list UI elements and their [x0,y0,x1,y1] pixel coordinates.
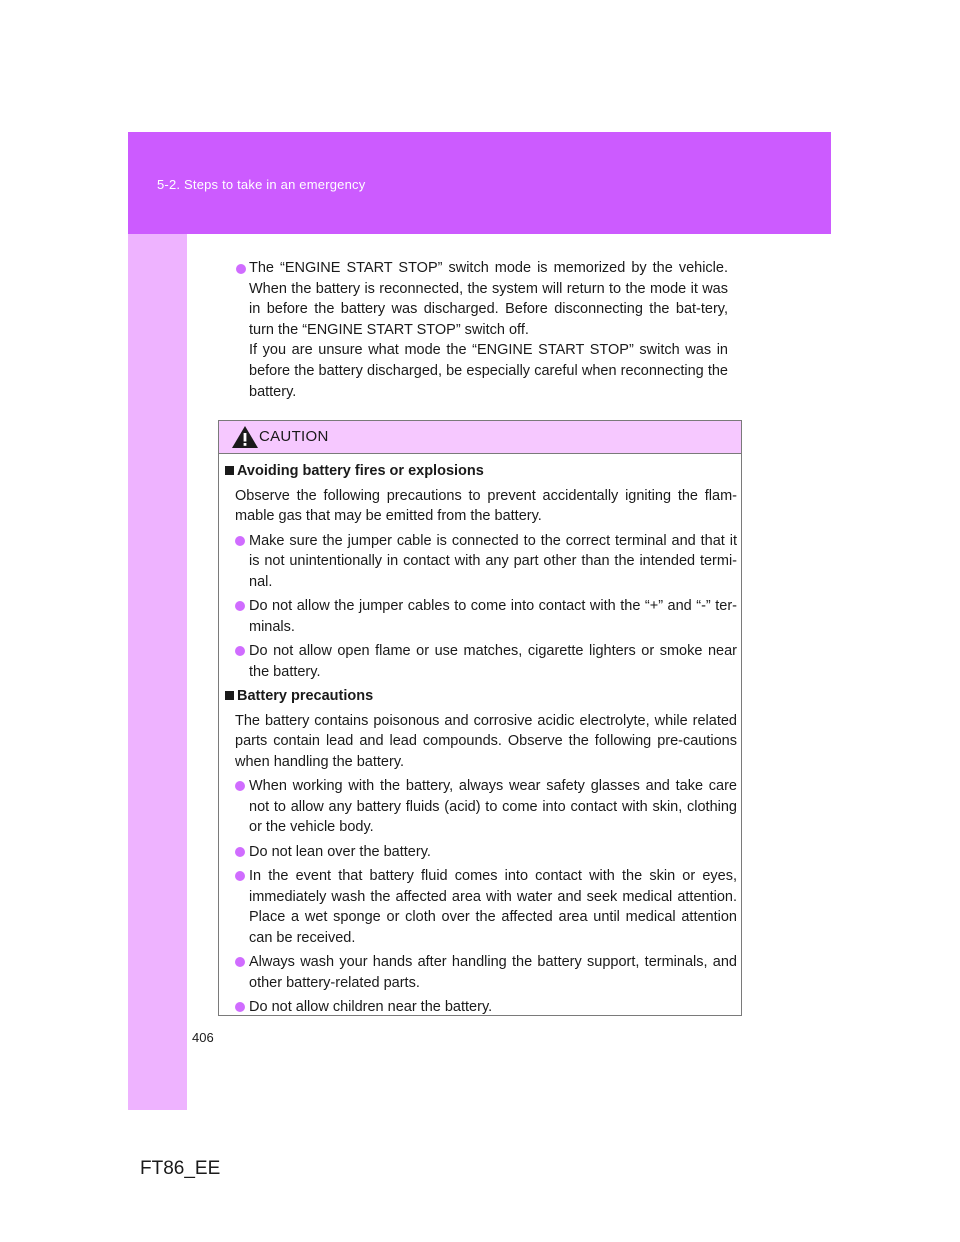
side-strip [128,234,187,1110]
caution-header [219,421,741,454]
bullet-dot-icon [235,871,245,881]
section-paragraph: Observe the following precautions to prevent accidentally igniting the flam-mable gas that may be emitted from the battery. [235,487,737,524]
section-heading: Avoiding battery fires or explosions [225,461,737,482]
caution-box [218,420,742,1016]
bullet-dot-icon [235,646,245,656]
bullet-dot-icon [235,1002,245,1012]
list-item: Do not allow open flame or use matches, cigarette lighters or smoke near the battery. [235,641,737,682]
intro-bullet [236,258,728,402]
bullet-dot-icon [235,847,245,857]
page-number: 406 [192,1030,214,1045]
warning-triangle-icon [231,425,259,449]
intro-bullet-text: The “ENGINE START STOP” switch mode is memorized by the vehicle. When the battery is reconnected, the system will return to the mode it was in before the battery was discharged. Before disconnecting the bat-tery, turn the “ENGINE START STOP” switch off. [249,260,728,338]
list-item: When working with the battery, always wear safety glasses and take care not to allow any battery fluids (acid) to come into contact with skin, clothing or the vehicle body. [235,776,737,838]
bullet-dot-icon [235,957,245,967]
list-item: Make sure the jumper cable is connected to the correct terminal and that it is not unintentionally in contact with any part other than the intended termi-nal. [235,531,737,593]
list-item: Do not lean over the battery. [235,842,737,863]
bullet-dot-icon [235,781,245,791]
intro-block [236,258,728,402]
bullet-dot-icon [235,536,245,546]
caution-title: CAUTION [259,428,329,445]
square-bullet-icon [225,466,234,475]
list-item: In the event that battery fluid comes into contact with the skin or eyes, immediately wash the affected area with water and seek medical attention. Place a wet sponge or cloth over the affected area until medical attention can be received. [235,866,737,948]
bullet-dot-icon [236,264,246,274]
document-code: FT86_EE [140,1158,221,1179]
bullet-dot-icon [235,601,245,611]
list-item: Always wash your hands after handling the battery support, terminals, and other battery-related parts. [235,952,737,993]
section-breadcrumb: 5-2. Steps to take in an emergency [157,177,366,192]
section-heading: Battery precautions [225,686,737,707]
intro-followup-text: If you are unsure what mode the “ENGINE START STOP” switch was in before the battery discharged, be especially careful when reconnecting the battery. [249,342,728,400]
caution-body [225,461,737,1022]
list-item: Do not allow children near the battery. [235,997,737,1018]
list-item: Do not allow the jumper cables to come into contact with the “+” and “-” ter-minals. [235,596,737,637]
section-paragraph: The battery contains poisonous and corrosive acidic electrolyte, while related parts contain lead and lead compounds. Observe the following pre-cautions when handling the battery. [235,712,737,770]
square-bullet-icon [225,691,234,700]
